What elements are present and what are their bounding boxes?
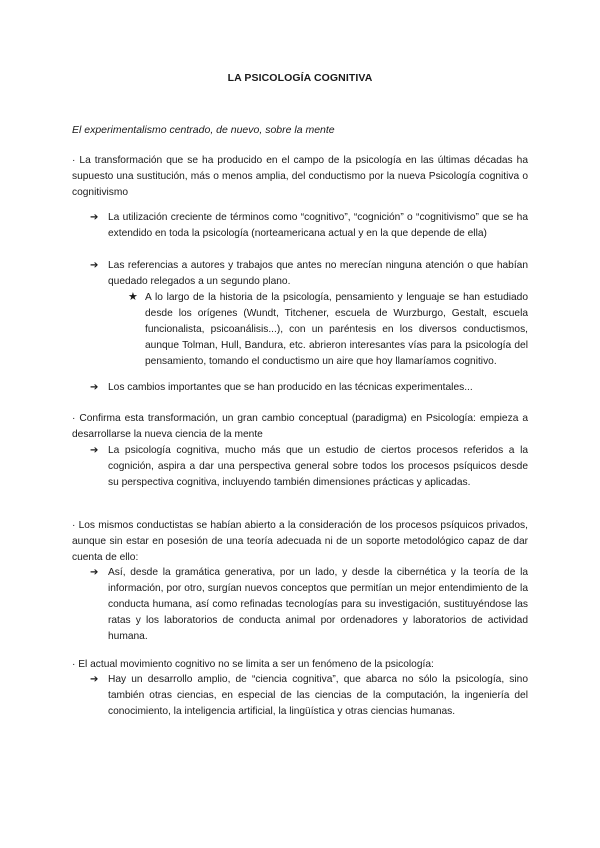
page-title: LA PSICOLOGÍA COGNITIVA [227, 72, 373, 84]
bullet-text: La psicología cognitiva, mucho más que un estudio de ciertos procesos referidos a la cognición, aspira a dar una perspectiva general sobre todos los procesos psíquicos desde su perspectiva cognitiva, incluyendo también dimensiones prácticas y aplicadas. [108, 445, 528, 488]
section-1-bullet-1 [90, 210, 528, 242]
section-2-bullet-1 [90, 443, 528, 491]
arrow-right-icon: ➔ [90, 445, 99, 456]
bullet-text: La utilización creciente de términos como “cognitivo”, “cognición” o “cognitivismo” que se ha extendido en toda la psicología (norteamericana actual y en la que depende de ella) [108, 212, 528, 239]
arrow-right-icon: ➔ [90, 674, 99, 685]
section-3-intro: · Los mismos conductistas se habían abierto a la consideración de los procesos psíquicos privados, aunque sin estar en posesión de una teoría adecuada ni de un soporte metodológico capaz de dar cuenta de ello: [72, 520, 528, 563]
arrow-right-icon: ➔ [90, 260, 99, 271]
section-1-star-item [128, 290, 528, 370]
bullet-text: Así, desde la gramática generativa, por un lado, y desde la cibernética y la teoría de la información, por otro, surgían nuevos conceptos que permitían un mejor entendimiento de la conducta humana, así como refinadas tecnologías para su investigación, sustituyéndose las ratas y los laboratorios de conducta animal por ordenadores y laboratorios de actividad humana. [108, 567, 528, 642]
section-3-bullet-1 [90, 565, 528, 645]
arrow-right-icon: ➔ [90, 382, 99, 393]
bullet-text: Los cambios importantes que se han producido en las técnicas experimentales... [108, 382, 473, 393]
section-1-intro: · La transformación que se ha producido en el campo de la psicología en las últimas décadas ha supuesto una sustitución, más o menos amplia, del conductismo por la nueva Psicología cognitiva o cognitivismo [72, 155, 528, 198]
arrow-right-icon: ➔ [90, 567, 99, 578]
bullet-text: Hay un desarrollo amplio, de “ciencia cognitiva”, que abarca no sólo la psicología, sino también otras ciencias, en especial de las ciencias de la computación, la ingeniería del conocimiento, la inteligencia artificial, la lingüística y otras ciencias humanas. [108, 674, 528, 717]
section-2-intro: · Confirma esta transformación, un gran cambio conceptual (paradigma) en Psicología: empieza a desarrollarse la nueva ciencia de la mente [72, 413, 528, 440]
star-icon: ★ [128, 291, 138, 303]
section-1-bullet-2 [90, 258, 528, 290]
section-4-bullet-1 [90, 672, 528, 720]
star-item-text: A lo largo de la historia de la psicología, pensamiento y lenguaje se han estudiado desde los orígenes (Wundt, Titchener, escuela de Wurzburgo, Gestalt, escuela funcionalista, psicoanálisis...), con un paréntesis en los diversos conductismos, aunque Tolman, Hull, Bandura, etc. abrieron interesantes vías para la psicología del pensamiento, tomando el conductismo un aire que hoy llamaríamos cognitivo. [145, 292, 528, 367]
arrow-right-icon: ➔ [90, 212, 99, 223]
page-subtitle: El experimentalismo centrado, de nuevo, sobre la mente [72, 124, 335, 136]
section-4-intro: · El actual movimiento cognitivo no se limita a ser un fenómeno de la psicología: [72, 659, 434, 670]
bullet-text: Las referencias a autores y trabajos que antes no merecían ninguna atención o que habían quedado relegados a un segundo plano. [108, 260, 528, 287]
section-1-bullet-3 [90, 380, 528, 396]
